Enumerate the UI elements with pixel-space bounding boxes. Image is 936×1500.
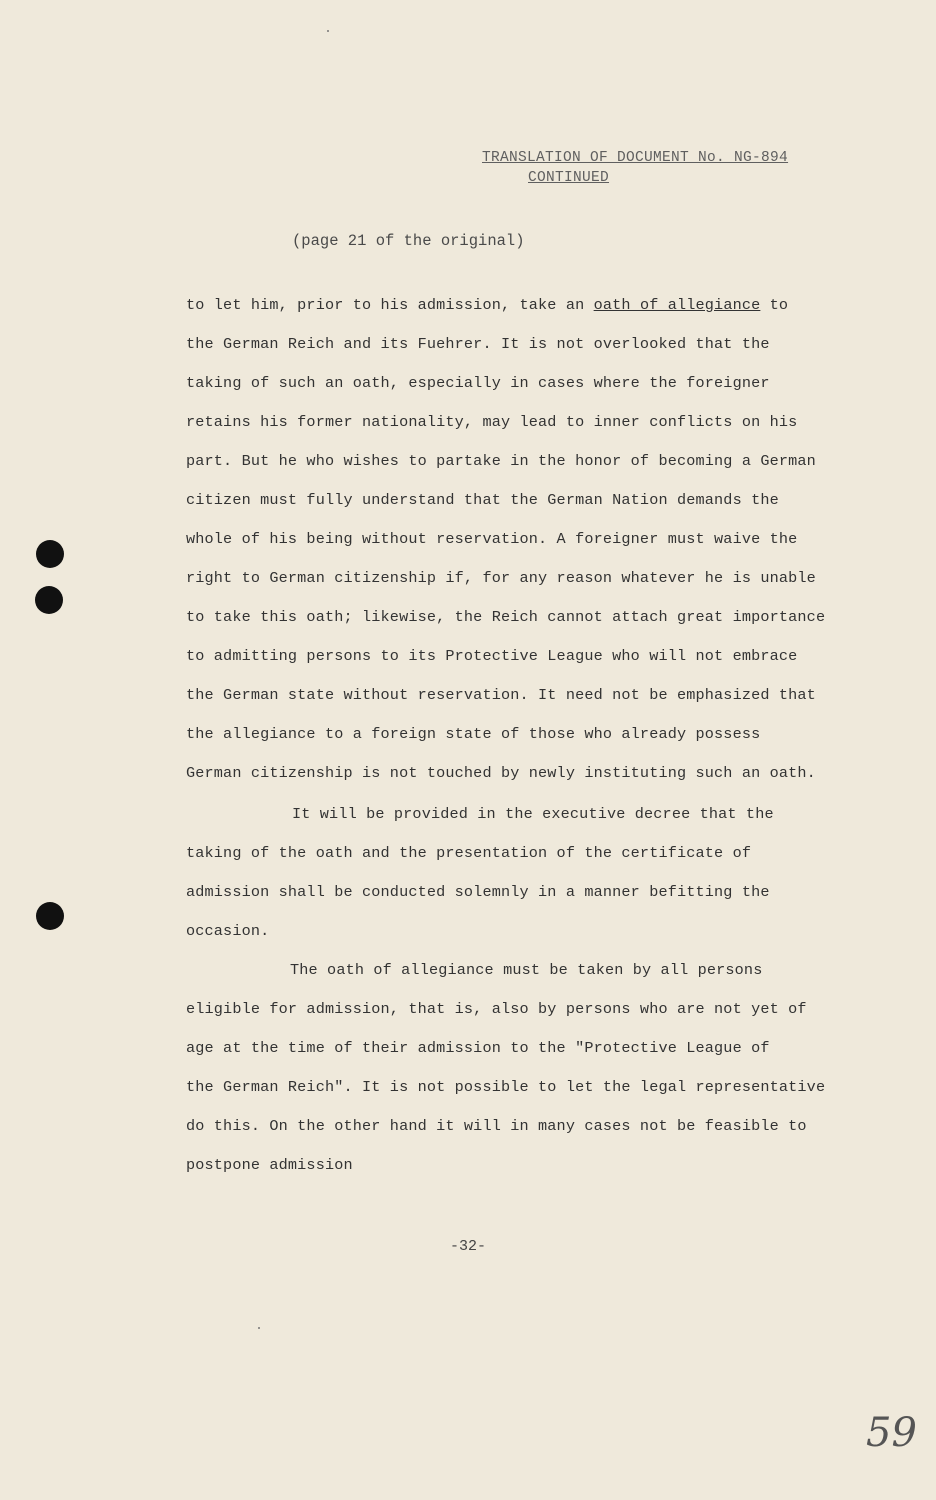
body-line-1-text: to let him, prior to his admission, take an oath of allegiance to [186,296,789,314]
document-title: TRANSLATION OF DOCUMENT No. NG-894 [482,150,789,166]
body-line-10: to admitting persons to its Protective League who will not embrace [186,647,798,665]
body-line-20: age at the time of their admission to the "Protective League of [186,1039,770,1057]
original-page-reference: (page 21 of the original) [292,232,525,250]
body-line-19: eligible for admission, that is, also by persons who are not yet of [186,1000,807,1018]
body-line-21: the German Reich". It is not possible to let the legal representative [186,1078,826,1096]
body-line-5: part. But he who wishes to partake in the honor of becoming a German [186,452,816,470]
oath-of-allegiance-underlined: oath of allegiance [593,296,761,314]
paper-speck [258,1327,260,1329]
body-line-17: occasion. [186,922,270,940]
body-line-13: German citizenship is not touched by newly instituting such an oath. [186,764,816,782]
continued-label: CONTINUED [528,170,610,186]
body-line-7: whole of his being without reservation. A foreigner must waive the [186,530,798,548]
body-line-15: taking of the oath and the presentation of the certificate of [186,844,752,862]
body-line-12: the allegiance to a foreign state of those who already possess [186,725,761,743]
punch-hole-top [36,540,64,568]
body-line-18: The oath of allegiance must be taken by all persons [290,961,763,979]
body-line-14: It will be provided in the executive decree that the [292,805,774,823]
page-number: -32- [450,1238,487,1255]
body-line-1 [186,296,788,314]
body-line-6: citizen must fully understand that the German Nation demands the [186,491,779,509]
paper-speck [327,30,329,32]
punch-hole-bottom [36,902,64,930]
body-line-2: the German Reich and its Fuehrer. It is not overlooked that the [186,335,770,353]
body-line-11: the German state without reservation. It need not be emphasized that [186,686,816,704]
punch-hole-middle [35,586,63,614]
body-line-4: retains his former nationality, may lead to inner conflicts on his [186,413,798,431]
body-line-9: to take this oath; likewise, the Reich cannot attach great importance [186,608,826,626]
handwritten-folio-number: 59 [866,1410,917,1456]
body-line-23: postpone admission [186,1156,353,1174]
body-line-16: admission shall be conducted solemnly in a manner befitting the [186,883,770,901]
document-header [482,150,822,186]
body-line-8: right to German citizenship if, for any reason whatever he is unable [186,569,816,587]
body-line-3: taking of such an oath, especially in cases where the foreigner [186,374,770,392]
body-line-22: do this. On the other hand it will in many cases not be feasible to [186,1117,807,1135]
